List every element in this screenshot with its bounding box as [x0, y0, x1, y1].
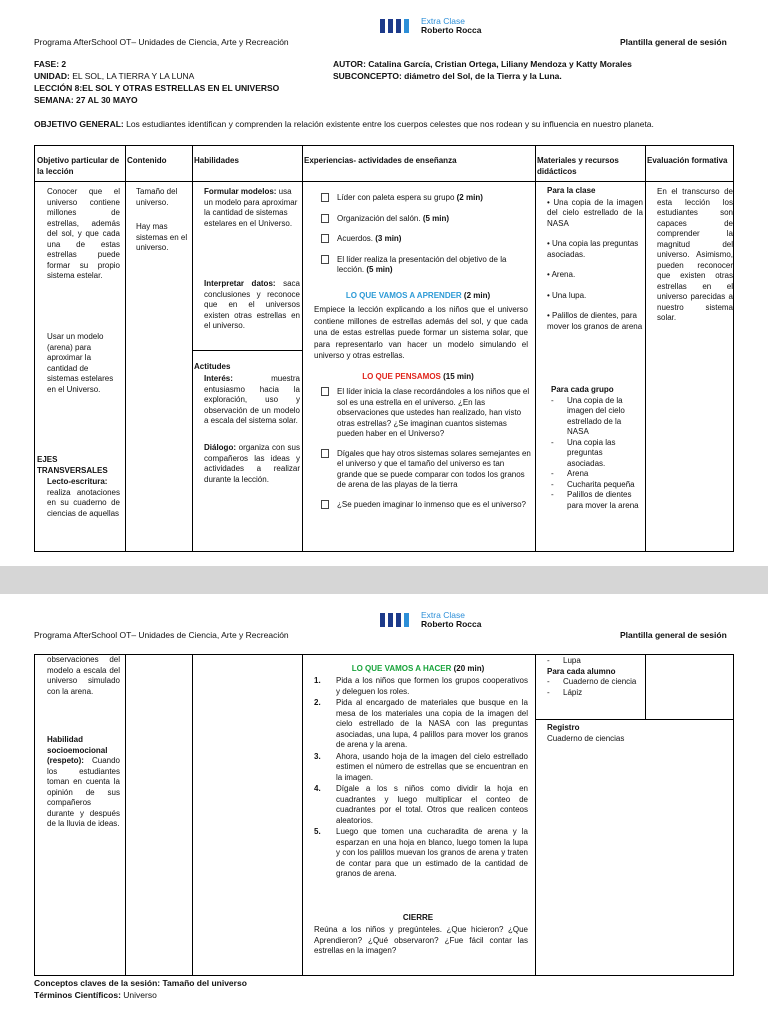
- hacer-title: LO QUE VAMOS A HACER: [351, 664, 452, 673]
- objetivo-cont: observaciones del modelo a escala del universo simulado con la arena.: [47, 655, 120, 696]
- logo-line1: Extra Clase: [421, 16, 465, 26]
- mat-alumno-item: - Lápiz: [547, 687, 583, 697]
- objetivo-text: Los estudiantes identifican y comprenden la relación existente entre los cuerpos celestes que nos rodean y su influencia en nuestro planeta.: [123, 119, 654, 129]
- mat-alumno-item: - Cuaderno de ciencia: [547, 677, 637, 686]
- exp-item: El líder realiza la presentación del objetivo de la lección. (5 min): [321, 255, 531, 276]
- checkbox-icon: [321, 193, 329, 202]
- mat-clase-item: • Una copia las preguntas asociadas.: [547, 239, 639, 259]
- objetivo-general: [34, 118, 734, 130]
- habilidad-text: Cuando los estudiantes toman en cuenta la opinión de sus compañeros durante y después de la lluvia de ideas.: [47, 756, 120, 828]
- logo-mark-icon: [380, 16, 418, 36]
- hacer-list: [314, 676, 528, 881]
- mat-clase-item: • Una copia de la imagen del cielo estrellado de la NASA: [547, 197, 643, 228]
- lecto-escritura: [47, 477, 120, 519]
- pensamos-item: ¿Se pueden imaginar lo inmenso que es el universo?: [321, 500, 531, 511]
- actitudes: Actitudes: [194, 362, 231, 371]
- interes-text: muestra entusiasmo hacia la exploración, uso y observación de un modelo a escala del sistema solar.: [204, 374, 300, 425]
- logo-line2: Roberto Rocca: [421, 25, 482, 35]
- header-experiencias: Experiencias- actividades de enseñanza: [304, 156, 457, 165]
- hab-interpretar-text: saca conclusiones y reconoce que en el universos existen otras estrellas en el universo.: [204, 279, 301, 330]
- header-habilidades: Habilidades: [194, 156, 239, 165]
- dialogo-text: organiza con sus compañeros las ideas y actividades a realizar durante la lección.: [204, 443, 300, 484]
- mat-alumno-label: Para cada alumno: [547, 666, 616, 676]
- checkbox-icon: [321, 449, 329, 458]
- mat-grupo-label: Para cada grupo: [551, 385, 614, 394]
- registro-label: Registro: [547, 723, 580, 732]
- checkbox-icon: [321, 255, 329, 264]
- objetivo-b: Usar un modelo (arena) para aproximar la cantidad de sistemas estelares en el Universo.: [47, 332, 114, 394]
- logo: [380, 610, 481, 630]
- pensamos-heading: [304, 372, 532, 383]
- pensamos-item: El líder inicia la clase recordándoles a los niños que el sol es una estrella en el universo. ¿En las observaciones que ustedes han realizado, han visto otras estrellas? ¿Se imaginan cuantos sistemas pueden haber en el Universo?: [321, 387, 531, 440]
- hacer-item: 3. Ahora, usando hoja de la imagen del cielo estrellado estimen el número de estrellas que se encuentran en la imagen.: [314, 751, 528, 782]
- logo-line2: Roberto Rocca: [421, 619, 482, 629]
- leccion: LECCIÓN 8:EL SOL Y OTRAS ESTRELLAS EN EL UNIVERSO: [34, 83, 280, 93]
- session-table-continued: [34, 654, 734, 976]
- semana: SEMANA: 27 AL 30 MAYO: [34, 95, 138, 105]
- header-objetivo: Objetivo particular de la lección: [37, 156, 120, 176]
- checkbox-icon: [321, 500, 329, 509]
- hab-formular-label: Formular modelos:: [204, 187, 277, 196]
- habilidad-socioemocional: [47, 735, 120, 830]
- objetivo-label: OBJETIVO GENERAL:: [34, 119, 124, 129]
- objetivo-a: Conocer que el universo contiene millones de estrellas, además del sol, y que cada una de estas estrellas puede formar su propio sistema estelar.: [47, 187, 120, 280]
- materiales-grupo: [551, 385, 643, 511]
- pensamos-time: (15 min): [440, 372, 474, 381]
- aprender-time: (2 min): [461, 291, 491, 300]
- pensamos-item: Dígales que hay otros sistemas solares semejantes en el universo y que el tamaño del universo es tan grande que se puede comparar con todos los granos de arena de las playas de la tierra: [321, 449, 531, 491]
- program-title: Programa AfterSchool OT– Unidades de Ciencia, Arte y Recreación: [34, 37, 289, 47]
- dialogo: [204, 443, 300, 485]
- hab-interpretar: [204, 279, 300, 332]
- checkbox-icon: [321, 387, 329, 396]
- header-materiales: Materiales y recursos didácticos: [537, 156, 619, 176]
- contenido-a: Tamaño del universo.: [136, 187, 178, 207]
- contenido-b: Hay mas sistemas en el universo.: [136, 222, 188, 252]
- checkbox-icon: [321, 234, 329, 243]
- exp-item: Acuerdos. (3 min): [321, 234, 531, 245]
- materiales-clase: [547, 186, 643, 336]
- registro: [547, 723, 733, 744]
- aprender-text: Empiece la lección explicando a los niños que el universo contiene millones de estrellas además del sol, y que cada una de estas estrellas puede formar un sistema solar, que para representarlo van hacer un modelo simulando el universo y otras estrellas.: [314, 305, 528, 360]
- pensamos-title: LO QUE PENSAMOS: [362, 372, 441, 381]
- header-contenido: Contenido: [127, 156, 167, 165]
- registro-text: Cuaderno de ciencias: [547, 733, 625, 743]
- exp-item: Líder con paleta espera su grupo (2 min): [321, 193, 531, 204]
- logo: [380, 16, 481, 36]
- mat-top-item: - Lupa: [547, 656, 581, 665]
- lecto-label: Lecto-escritura:: [47, 477, 108, 486]
- subconcepto: SUBCONCEPTO: diámetro del Sol, de la Tierra y la Luna.: [333, 71, 562, 81]
- template-title: Plantilla general de sesión: [620, 37, 727, 47]
- page-2: [0, 594, 768, 1024]
- hacer-item: 1. Pida a los niños que formen los grupos cooperativos y deleguen los roles.: [314, 676, 528, 696]
- mat-grupo-item: - Cucharita pequeña: [551, 479, 635, 489]
- unidad: EL SOL, LA TIERRA Y LA LUNA: [69, 71, 195, 81]
- ejes-transversales: EJES TRANSVERSALES: [37, 455, 108, 475]
- habilidad-label: Habilidad socioemocional (respeto):: [47, 735, 108, 765]
- exp-item: Organización del salón. (5 min): [321, 214, 531, 225]
- interes-label: Interés:: [204, 374, 233, 383]
- fase: FASE: 2: [34, 59, 67, 69]
- hacer-time: (20 min): [451, 664, 485, 673]
- interes: [204, 374, 300, 427]
- autor: AUTOR: Catalina García, Cristian Ortega, Liliany Mendoza y Katty Morales: [333, 59, 632, 69]
- terminos-label: Términos Científicos:: [34, 990, 121, 1000]
- hacer-item: 4. Dígale a los s niños como dividir la hoja en cuadrantes y luego multiplicar el conteo de cuadrantes por el total. Otros que realicen conteos aleatorios.: [314, 784, 528, 825]
- exp-list: [321, 193, 531, 282]
- template-title: Plantilla general de sesión: [620, 630, 727, 640]
- mat-grupo-item: - Una copia las preguntas asociadas.: [551, 437, 616, 468]
- cierre-text: Reúna a los niños y pregúnteles. ¿Que hicieron? ¿Que Aprendieron? ¿Qué observaron? ¿Fue fácil contar las estrellas en la imagen?: [314, 925, 528, 955]
- cierre-title: CIERRE: [402, 913, 434, 922]
- aprender-heading: [304, 291, 532, 302]
- header-evaluacion: Evaluación formativa: [647, 156, 728, 165]
- mat-clase-item: • Arena.: [547, 270, 576, 279]
- session-table: [34, 145, 734, 552]
- mat-grupo-item: - Arena: [551, 469, 589, 478]
- mat-clase-label: Para la clase: [547, 186, 596, 195]
- logo-line1: Extra Clase: [421, 610, 465, 620]
- pensamos-list: [321, 387, 531, 516]
- hacer-item: 2. Pida al encargado de materiales que busque en la mesa de los materiales una copia de la imagen del cielo estrellado de la NASA con las preguntas asociadas, una lupa, 4 palillos para mover los granos de arena y la arena.: [314, 698, 528, 749]
- hab-interpretar-label: Interpretar datos:: [204, 279, 276, 288]
- mat-grupo-item: - Una copia de la imagen del cielo estrellado de la NASA: [551, 395, 625, 436]
- mat-clase-item: • Palillos de dientes, para mover los granos de arena: [547, 311, 643, 331]
- dialogo-label: Diálogo:: [204, 443, 236, 452]
- terminos: Universo: [120, 990, 157, 1000]
- lecto-text: realiza anotaciones en su cuaderno de ciencias de aquellas: [47, 487, 120, 518]
- aprender-title: LO QUE VAMOS A APRENDER: [345, 291, 462, 300]
- mat-grupo-item: - Palillos de dientes para mover la arena: [551, 490, 639, 510]
- unidad-label: UNIDAD:: [34, 71, 70, 81]
- checkbox-icon: [321, 214, 329, 223]
- hacer-item: 5. Luego que tomen una cucharadita de arena y la esparzan en una hoja en blanco, luego tomen la lupa y con los palillos muevan los granos de arena y traten de contar para que un estimado de la cantidad de granos de arena.: [314, 827, 528, 878]
- hacer-heading: [304, 664, 532, 675]
- evaluacion: En el transcurso de esta lección los estudiantes son capaces de comprender la magnitud del universo. Asimismo, pueden reconocer que existen otras estrellas en el universo parecidas a nuestro sistema solar.: [657, 187, 733, 322]
- mat-clase-item: • Una lupa.: [547, 290, 587, 300]
- hab-formular: [204, 187, 300, 229]
- hab-formular-text: usa un modelo para aproximar la cantidad de sistemas estelares en el Universo.: [204, 187, 298, 228]
- program-title: Programa AfterSchool OT– Unidades de Ciencia, Arte y Recreación: [34, 630, 289, 640]
- conceptos-claves: Conceptos claves de la sesión: Tamaño del universo: [34, 978, 247, 988]
- logo-mark-icon: [380, 610, 418, 630]
- materiales-cont: [547, 656, 643, 698]
